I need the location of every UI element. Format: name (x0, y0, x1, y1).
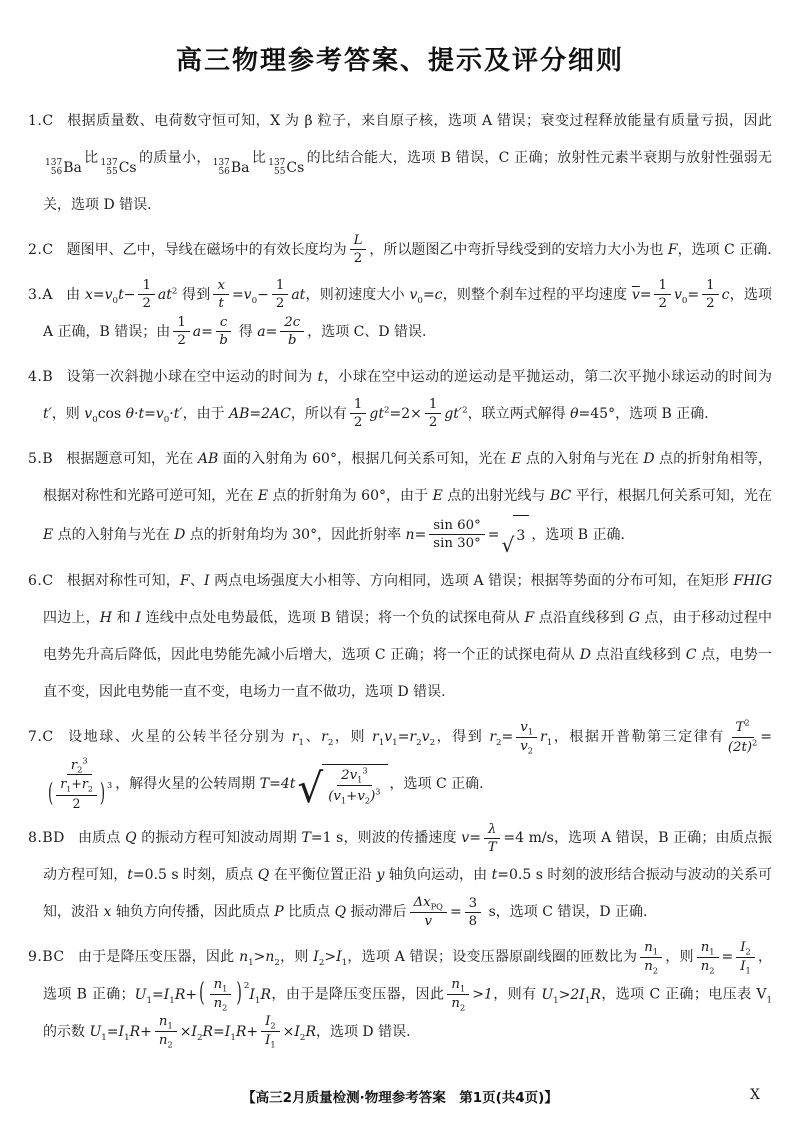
fraction: $\frac{n_1}{n_2}$ (447, 977, 469, 1012)
left-paren: ( (199, 978, 205, 1010)
footer-caption: 【高三2月质量检测·物理参考答案 第1页(共4页)】 (242, 1090, 558, 1106)
answer-item: 6.C 根据对称性可知，F、I 两点电场强度大小相等、方向相同，选项 A 错误；根据等势面的分布可知，在矩形 FHIG 四边上，H 和 I 连线中点处电势最低，选项 B 错误；将一个负的试探电荷从 F 点沿直线移到 G 点，由于移动过程中电势先升高后降低，因此电势能先减小后增大，选项 C 正确；将一个正的试探电荷从 D 点沿直线移到 C 点，电势一直不变，因此电势能一直不变，电场力一直不做功，选项 D 错误. (28, 572, 773, 700)
fraction: $\frac{\lambda}{T}$ (484, 822, 500, 856)
nuclide-notation: 137 55 Cs (268, 158, 305, 178)
fraction: $\frac{v_1}{v_2}$ (516, 720, 537, 755)
item-number-and-answer: 2.C (28, 241, 54, 258)
fraction: $\frac{c}{b}$ (216, 315, 231, 349)
fraction: $\frac{1}{2}$ (654, 278, 670, 312)
item-number-and-answer: 3.A (28, 286, 53, 303)
fraction: $\frac{\sin 60^\circ}{\sin 30^\circ}$ (429, 518, 484, 552)
answer-item: 7.C 设地球、火星的公转半径分别为 $r_1$、$r_2$，则 $r_1v_1=r_2v_2$，得到 $r_2=$ $\frac{v_1}{v_2}$ $r_1$，根据开普勒第三定律有 $\frac{T^2}{(2t)^2}$ = $r_2^3$ ( $\frac{r_1+r_2}{2}$ ) $^3$ ，解得火星的公转周期 T=4t √ $\frac{2v_1^3}{(v_1+v_2)^3}$ ，选项 C 正确. (28, 717, 773, 813)
item-number-and-answer: 7.C (28, 729, 54, 746)
fraction: $\frac{1}{2}$ (702, 278, 718, 312)
fraction: $\frac{L}{2}$ (350, 233, 367, 267)
fraction: $\frac{r_1+r_2}{2}$ (56, 777, 97, 811)
nuclide-notation: 137 55 Cs (100, 158, 137, 178)
answer-item: 5.B 根据题意可知，光在 AB 面的入射角为 60°，根据几何关系可知，光在 E 点的入射角与光在 D 点的折射角相等，根据对称性和光路可逆可知，光在 E 点的折射角为 60°，由于 E 点的出射光线与 BC 平行，根据几何关系可知，光在 E 点的入射角与光在 D 点的折射角均为 30°，因此折射率 n= $\frac{\sin 60^\circ}{\sin 30^\circ}$ = √ 3 ，选项 B 正确. (28, 450, 772, 557)
answer-item: 8.BD 由质点 Q 的振动方程可知波动周期 T=1 s，则波的传播速度 v= $\frac{\lambda}{T}$ =4 m/s，选项 A 错误，B 正确；由质点振动方程可知，t=0.5 s 时刻，质点 Q 在平衡位置正沿 y 轴负向运动，由 t=0.5 s 时刻的波形结合振动与波动的关系可知，波沿 x 轴负方向传播，因此质点 P 比质点 Q 振动滞后 $\frac{\Delta x_{PQ}}{v}$ = $\frac{3}{8}$ s，选项 C 错误，D 正确. (28, 821, 773, 930)
fraction: $\frac{1}{2}$ (138, 278, 154, 312)
fraction: $\frac{\Delta x_{PQ}}{v}$ (410, 895, 447, 929)
fraction: $\frac{2c}{b}$ (280, 315, 304, 349)
answer-item: 2.C 题图甲、乙中，导线在磁场中的有效长度均为 $\frac{L}{2}$ ，所以题图乙中弯折导线受到的安培力大小为也 F，选项 C 正确. (28, 233, 772, 267)
fraction: $\frac{n_1}{n_2}$ (155, 1014, 177, 1049)
fraction: $\frac{2v_1^3}{(v_1+v_2)^3}$ (328, 765, 381, 806)
fraction: $\frac{n_1}{n_2}$ (210, 977, 232, 1012)
square-root: √ 3 (501, 515, 529, 555)
fraction: $\frac{1}{2}$ (272, 278, 288, 312)
fraction: $\frac{3}{8}$ (465, 896, 481, 930)
answer-item: 4.B 设第一次斜抛小球在空中运动的时间为 t，小球在空中运动的逆运动是平抛运动，第二次平抛小球运动的时间为 t′，则 $v_0\cos$ $\theta\cdot t=v_0\cdot t'$，由于 AB=2AC，所以有 $\frac{1}{2}$ $gt^2=2\times$ $\frac{1}{2}$ $gt'^2$，联立两式解得 θ=45°，选项 B 正确. (28, 368, 773, 431)
footer-version-mark: X (750, 1087, 760, 1103)
item-number-and-answer: 4.B (28, 368, 54, 385)
fraction: $\frac{1}{2}$ (350, 397, 366, 431)
item-number-and-answer: 5.B (28, 450, 54, 467)
fraction: $\frac{I_2}{I_1}$ (736, 940, 755, 975)
fraction: $\frac{T^2}{(2t)^2}$ (727, 717, 758, 756)
fraction: $\frac{n_1}{n_2}$ (697, 940, 719, 975)
answer-item: 3.A 由 $x=v_0t-$ $\frac{1}{2}$ $at^2$ 得到 $\frac{x}{t}$ $=v_0-$ $\frac{1}{2}$ at，则初速度大小 $v_0=c$，则整个刹车过程的平均速度 $\overline{v}=$ $\frac{1}{2}$ $v_0=$ $\frac{1}{2}$ c，选项 A 正确，B 错误；由 $\frac{1}{2}$ a= $\frac{c}{b}$ 得 a= $\frac{2c}{b}$ ，选项 C、D 错误. (28, 278, 773, 349)
page-footer (0, 1086, 800, 1110)
fraction: $\frac{n_1}{n_2}$ (640, 940, 662, 975)
square-root: √ $\frac{2v_1^3}{(v_1+v_2)^3}$ (297, 764, 387, 805)
page-title: 高三物理参考答案、提示及评分细则 (175, 46, 624, 76)
answer-item: 9.BC 由于是降压变压器，因此 $n_1>n_2$，则 $I_2>I_1$，选项 A 错误；设变压器原副线圈的匝数比为 $\frac{n_1}{n_2}$ ，则 $\frac{n_1}{n_2}$ = $\frac{I_2}{I_1}$ ，选项 B 正确；$U_1=I_1R+$ ( $\frac{n_1}{n_2}$ ) $^2I_1R$，由于是降压变压器，因此 $\frac{n_1}{n_2}$ >1，则有 $U_1>2I_1R$，选项 C 正确；电压表 $V_1$ 的示数 $U_1=I_1R+$ $\frac{n_1}{n_2}$ $\times I_2R=I_1R+$ $\frac{I_2}{I_1}$ $\times I_2R$，选项 D 错误. (28, 939, 773, 1050)
nuclide-notation: 137 56 Ba (212, 158, 250, 178)
fraction: $r_2^3$ ( $\frac{r_1+r_2}{2}$ ) $^3$ (48, 755, 113, 811)
right-paren: ) (236, 978, 242, 1010)
fraction: $\frac{I_2}{I_1}$ (261, 1014, 280, 1049)
item-number-and-answer: 6.C (28, 572, 54, 589)
left-paren: ( (48, 779, 54, 809)
answer-item: 1.C 根据质量数、电荷数守恒可知，X 为 β 粒子，来自原子核，选项 A 错误；衰变过程释放能量有质量亏损，因此 137 56 Ba 比 137 55 Cs 的质量小， 137 56 Ba 比 137 55 Cs 的比结合能大，选项 B 错误，C 正确；放射性元素半衰期与放射性强弱无关，选项 D 错误. (28, 113, 773, 213)
fraction: $\frac{1}{2}$ (425, 397, 441, 431)
fraction: $\frac{1}{2}$ (173, 315, 189, 349)
nuclide-notation: 137 56 Ba (45, 158, 82, 178)
item-number-and-answer: 8.BD (28, 830, 65, 847)
item-number-and-answer: 9.BC (28, 949, 65, 966)
answer-list (0, 103, 800, 1051)
fraction: $\frac{x}{t}$ (213, 278, 229, 312)
right-paren: ) (99, 779, 106, 809)
item-number-and-answer: 1.C (28, 113, 54, 129)
